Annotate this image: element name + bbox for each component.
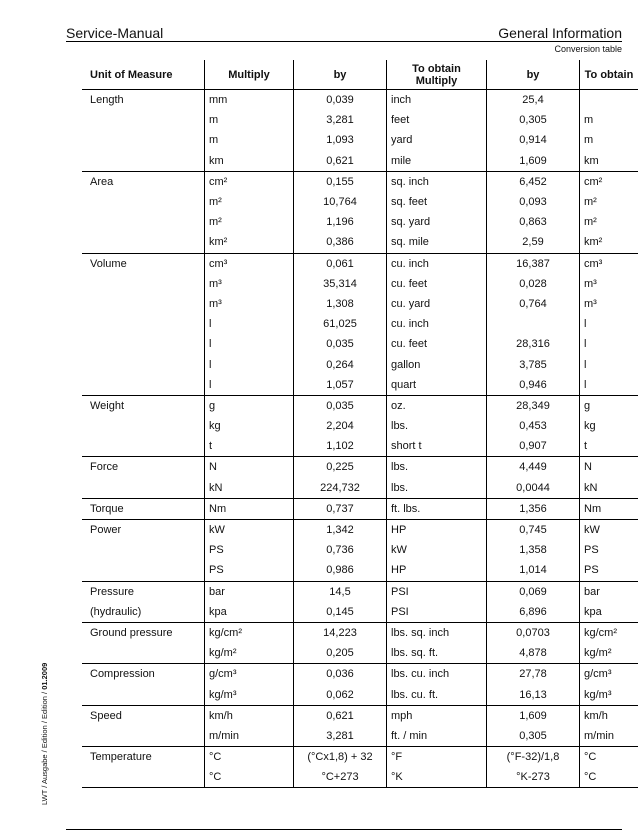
- table-cell: [82, 726, 205, 747]
- table-cell: Nm: [205, 498, 294, 519]
- table-cell: 0,737: [294, 498, 387, 519]
- table-cell: cm²: [580, 171, 638, 192]
- table-cell: kW: [205, 519, 294, 540]
- table-row: [82, 643, 638, 664]
- table-cell: 6,896: [487, 602, 580, 623]
- table-cell: PS: [580, 540, 638, 560]
- table-cell: 10,764: [294, 192, 387, 212]
- column-header: Unit of Measure: [82, 60, 205, 90]
- table-cell: [82, 212, 205, 232]
- column-header: by: [294, 60, 387, 90]
- table-cell: Weight: [82, 395, 205, 416]
- table-cell: °C+273: [294, 767, 387, 788]
- table-cell: km: [580, 151, 638, 172]
- table-cell: Speed: [82, 705, 205, 726]
- table-row: [82, 560, 638, 581]
- table-cell: Ground pressure: [82, 622, 205, 643]
- table-cell: t: [580, 436, 638, 457]
- table-cell: lbs. sq. ft.: [387, 643, 487, 664]
- table-row: [82, 581, 638, 602]
- table-cell: 0,745: [487, 519, 580, 540]
- table-cell: 224,732: [294, 478, 387, 499]
- table-cell: 0,907: [487, 436, 580, 457]
- table-row: [82, 253, 638, 274]
- table-cell: gallon: [387, 354, 487, 374]
- table-cell: feet: [387, 110, 487, 130]
- header-title: Service-Manual: [66, 25, 164, 41]
- table-cell: inch: [387, 90, 487, 111]
- table-cell: [82, 354, 205, 374]
- table-cell: [82, 560, 205, 581]
- table-cell: sq. feet: [387, 192, 487, 212]
- table-cell: lbs. sq. inch: [387, 622, 487, 643]
- table-cell: m³: [205, 294, 294, 314]
- table-cell: cm³: [580, 253, 638, 274]
- table-row: [82, 540, 638, 560]
- table-cell: [82, 684, 205, 705]
- table-row: [82, 726, 638, 747]
- table-cell: 0,035: [294, 334, 387, 354]
- table-cell: [82, 416, 205, 436]
- table-cell: 0,305: [487, 726, 580, 747]
- table-row: [82, 416, 638, 436]
- table-cell: HP: [387, 519, 487, 540]
- table-cell: kpa: [580, 602, 638, 623]
- table-cell: 0,035: [294, 395, 387, 416]
- column-header: To obtain: [580, 60, 638, 90]
- table-cell: 1,308: [294, 294, 387, 314]
- table-cell: Nm: [580, 498, 638, 519]
- table-row: [82, 274, 638, 294]
- table-cell: Torque: [82, 498, 205, 519]
- table-cell: sq. yard: [387, 212, 487, 232]
- table-cell: 1,196: [294, 212, 387, 232]
- table-cell: 4,878: [487, 643, 580, 664]
- table-cell: ft. lbs.: [387, 498, 487, 519]
- table-cell: lbs.: [387, 478, 487, 499]
- table-cell: kN: [205, 478, 294, 499]
- table-cell: lbs. cu. inch: [387, 664, 487, 685]
- table-cell: 0,264: [294, 354, 387, 374]
- table-cell: cu. yard: [387, 294, 487, 314]
- table-row: [82, 90, 638, 111]
- table-cell: m³: [580, 294, 638, 314]
- table-cell: cm³: [205, 253, 294, 274]
- table-cell: 0,621: [294, 705, 387, 726]
- table-cell: 0,028: [487, 274, 580, 294]
- table-cell: m³: [580, 274, 638, 294]
- column-header: To obtain Multiply: [387, 60, 487, 90]
- table-cell: 0,946: [487, 375, 580, 396]
- conversion-table: [82, 60, 638, 788]
- table-cell: cu. feet: [387, 334, 487, 354]
- table-cell: m: [205, 130, 294, 150]
- table-cell: 14,223: [294, 622, 387, 643]
- table-cell: [82, 192, 205, 212]
- table-cell: 0,069: [487, 581, 580, 602]
- table-cell: °C: [205, 767, 294, 788]
- table-cell: N: [205, 457, 294, 478]
- table-cell: °K-273: [487, 767, 580, 788]
- table-cell: Area: [82, 171, 205, 192]
- table-cell: [487, 314, 580, 334]
- table-cell: kg/m²: [205, 643, 294, 664]
- table-cell: 1,014: [487, 560, 580, 581]
- table-row: [82, 171, 638, 192]
- table-cell: cm²: [205, 171, 294, 192]
- table-row: [82, 232, 638, 253]
- table-row: [82, 519, 638, 540]
- table-cell: 1,356: [487, 498, 580, 519]
- table-cell: Length: [82, 90, 205, 111]
- table-cell: l: [205, 375, 294, 396]
- table-cell: PSI: [387, 602, 487, 623]
- table-cell: PS: [580, 560, 638, 581]
- table-cell: 1,358: [487, 540, 580, 560]
- table-cell: 28,349: [487, 395, 580, 416]
- table-cell: PS: [205, 540, 294, 560]
- table-cell: kg/m²: [580, 643, 638, 664]
- table-cell: km²: [205, 232, 294, 253]
- table-cell: kW: [387, 540, 487, 560]
- table-cell: (hydraulic): [90, 605, 142, 618]
- table-cell: 25,4: [487, 90, 580, 111]
- table-cell: mm: [205, 90, 294, 111]
- table-cell: l: [580, 314, 638, 334]
- table-cell: 1,342: [294, 519, 387, 540]
- table-cell: km/h: [205, 705, 294, 726]
- table-cell: [82, 110, 205, 130]
- table-cell: 0,205: [294, 643, 387, 664]
- table-row: [82, 664, 638, 685]
- table-cell: kpa: [205, 602, 294, 623]
- table-cell: lbs.: [387, 457, 487, 478]
- column-header: by: [487, 60, 580, 90]
- table-row: [82, 294, 638, 314]
- table-cell: 0,0703: [487, 622, 580, 643]
- table-cell: 3,785: [487, 354, 580, 374]
- table-cell: m²: [205, 192, 294, 212]
- table-cell: l: [205, 334, 294, 354]
- table-cell: m²: [580, 212, 638, 232]
- table-cell: 0,039: [294, 90, 387, 111]
- table-cell: 0,764: [487, 294, 580, 314]
- table-cell: 28,316: [487, 334, 580, 354]
- edition-note-text: LWT / Ausgabe / Edition / Edition /: [40, 689, 49, 805]
- table-row: [82, 151, 638, 172]
- table-cell: mph: [387, 705, 487, 726]
- table-cell: [82, 540, 205, 560]
- table-cell: 0,736: [294, 540, 387, 560]
- edition-date: 01.2009: [40, 662, 49, 690]
- table-cell: g: [205, 395, 294, 416]
- table-cell: [82, 375, 205, 396]
- table-cell: bar: [580, 581, 638, 602]
- table-cell: m: [205, 110, 294, 130]
- table-cell: Temperature: [82, 747, 205, 768]
- table-cell: [580, 90, 638, 111]
- table-cell: bar: [205, 581, 294, 602]
- table-cell: [82, 478, 205, 499]
- table-header-row: [82, 60, 638, 90]
- table-cell: kg/cm²: [205, 622, 294, 643]
- table-cell: kN: [580, 478, 638, 499]
- table-cell: 2,59: [487, 232, 580, 253]
- table-cell: kW: [580, 519, 638, 540]
- table-row: [82, 212, 638, 232]
- table-cell: l: [205, 354, 294, 374]
- table-cell: sq. inch: [387, 171, 487, 192]
- table-cell: 1,093: [294, 130, 387, 150]
- table-cell: 0,145: [294, 602, 387, 623]
- table-cell: [82, 643, 205, 664]
- column-header: Multiply: [205, 60, 294, 90]
- table-cell: m: [580, 110, 638, 130]
- table-cell: °K: [387, 767, 487, 788]
- table-cell: 4,449: [487, 457, 580, 478]
- table-cell: [82, 334, 205, 354]
- table-cell: km: [205, 151, 294, 172]
- table-row: [82, 498, 638, 519]
- table-cell: 0,093: [487, 192, 580, 212]
- table-cell: 1,057: [294, 375, 387, 396]
- table-cell: 16,387: [487, 253, 580, 274]
- table-cell: km/h: [580, 705, 638, 726]
- table-cell: cu. feet: [387, 274, 487, 294]
- table-row: [82, 705, 638, 726]
- table-cell: m/min: [580, 726, 638, 747]
- header-section-title: General Information: [498, 25, 622, 41]
- table-cell: 0,155: [294, 171, 387, 192]
- table-cell: 3,281: [294, 726, 387, 747]
- table-cell: [82, 314, 205, 334]
- table-cell: 14,5: [294, 581, 387, 602]
- table-row: [82, 747, 638, 768]
- table-cell: 0,061: [294, 253, 387, 274]
- table-row: [82, 767, 638, 788]
- table-cell: lbs. cu. ft.: [387, 684, 487, 705]
- table-cell: (°Cx1,8) + 32: [294, 747, 387, 768]
- table-cell: 0,0044: [487, 478, 580, 499]
- edition-note: [40, 605, 54, 805]
- table-cell: lbs.: [387, 416, 487, 436]
- table-cell: km²: [580, 232, 638, 253]
- table-cell: 0,036: [294, 664, 387, 685]
- table-cell: (°F-32)/1,8: [487, 747, 580, 768]
- table-cell: 1,609: [487, 705, 580, 726]
- table-cell: t: [205, 436, 294, 457]
- table-cell: Compression: [82, 664, 205, 685]
- table-cell: kg/m³: [580, 684, 638, 705]
- table-cell: g/cm³: [205, 664, 294, 685]
- table-cell: 3,281: [294, 110, 387, 130]
- table-cell: 0,621: [294, 151, 387, 172]
- table-cell: 0,914: [487, 130, 580, 150]
- table-cell: 0,225: [294, 457, 387, 478]
- table-row: [82, 314, 638, 334]
- table-cell: mile: [387, 151, 487, 172]
- table-cell: 0,062: [294, 684, 387, 705]
- table-cell: g/cm³: [580, 664, 638, 685]
- table-cell: 0,305: [487, 110, 580, 130]
- table-row: [82, 602, 638, 623]
- table-cell: m³: [205, 274, 294, 294]
- table-cell: [82, 767, 205, 788]
- table-cell: °C: [580, 747, 638, 768]
- table-cell: ft. / min: [387, 726, 487, 747]
- table-cell: [82, 274, 205, 294]
- table-row: [82, 192, 638, 212]
- table-cell: 16,13: [487, 684, 580, 705]
- table-row: [82, 457, 638, 478]
- table-cell: 2,204: [294, 416, 387, 436]
- table-cell: 35,314: [294, 274, 387, 294]
- table-cell: kg/m³: [205, 684, 294, 705]
- table-cell: HP: [387, 560, 487, 581]
- table-cell: l: [205, 314, 294, 334]
- table-cell: cu. inch: [387, 314, 487, 334]
- table-cell: 0,863: [487, 212, 580, 232]
- table-cell: l: [580, 334, 638, 354]
- table-row: [82, 354, 638, 374]
- table-row: [82, 436, 638, 457]
- header-subtitle: Conversion table: [554, 44, 622, 54]
- footer-rule: [66, 829, 622, 830]
- table-body: [82, 90, 638, 788]
- header-rule: [66, 41, 622, 42]
- table-cell: 1,102: [294, 436, 387, 457]
- table-cell: [82, 294, 205, 314]
- table-cell: 0,986: [294, 560, 387, 581]
- table-cell: short t: [387, 436, 487, 457]
- table-cell: kg: [580, 416, 638, 436]
- table-cell: m²: [205, 212, 294, 232]
- table-cell: yard: [387, 130, 487, 150]
- table-cell: [82, 151, 205, 172]
- table-cell: 1,609: [487, 151, 580, 172]
- table-cell: °C: [580, 767, 638, 788]
- table-cell: 61,025: [294, 314, 387, 334]
- table-cell: Force: [82, 457, 205, 478]
- table-cell: [82, 232, 205, 253]
- table-row: [82, 684, 638, 705]
- table-cell: m²: [580, 192, 638, 212]
- table-cell: kg/cm²: [580, 622, 638, 643]
- table-cell: Power: [82, 519, 205, 540]
- table-cell: °F: [387, 747, 487, 768]
- table-cell: Volume: [82, 253, 205, 274]
- table-cell: l: [580, 354, 638, 374]
- table-cell: °C: [205, 747, 294, 768]
- table-cell: l: [580, 375, 638, 396]
- table-row: [82, 478, 638, 499]
- table-cell: PSI: [387, 581, 487, 602]
- table-row: [82, 110, 638, 130]
- table-cell: Pressure: [82, 581, 205, 602]
- table-cell: 0,386: [294, 232, 387, 253]
- table-cell: 6,452: [487, 171, 580, 192]
- table-row: [82, 395, 638, 416]
- table-cell: [82, 130, 205, 150]
- table-cell: quart: [387, 375, 487, 396]
- table-cell: kg: [205, 416, 294, 436]
- table-cell: g: [580, 395, 638, 416]
- table-cell: PS: [205, 560, 294, 581]
- table-row: [82, 334, 638, 354]
- table-row: [82, 130, 638, 150]
- table-row: [82, 375, 638, 396]
- table-cell: sq. mile: [387, 232, 487, 253]
- table-cell: 0,453: [487, 416, 580, 436]
- table-cell: m/min: [205, 726, 294, 747]
- table-cell: N: [580, 457, 638, 478]
- table-row: [82, 622, 638, 643]
- table-cell: cu. inch: [387, 253, 487, 274]
- table-cell: m: [580, 130, 638, 150]
- table-cell: oz.: [387, 395, 487, 416]
- table-cell: 27,78: [487, 664, 580, 685]
- table-cell: [82, 436, 205, 457]
